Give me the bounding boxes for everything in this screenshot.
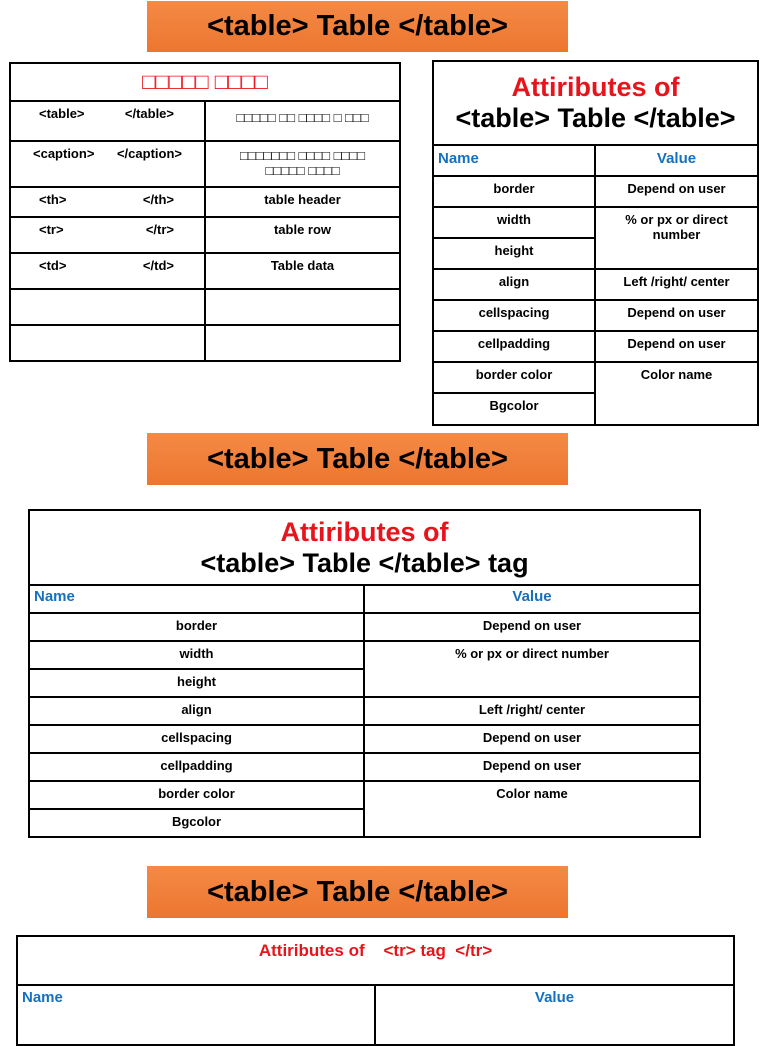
attr-value: Depend on user	[595, 300, 758, 331]
attr-name: cellspacing	[29, 725, 364, 753]
banner-top: <table> Table </table>	[147, 1, 568, 52]
tr-attributes-table	[16, 935, 735, 1046]
name-column-header: Name	[17, 985, 375, 1045]
attr-name: cellspacing	[433, 300, 595, 331]
tag-cell: <tr> </tr>	[10, 217, 205, 253]
attributes-title: Attiributes of <table> Table </table> tag	[29, 510, 700, 585]
attr-name: height	[433, 238, 595, 269]
attr-value: Depend on user	[364, 725, 700, 753]
attr-value: Depend on user	[595, 176, 758, 207]
attr-value: Depend on user	[595, 331, 758, 362]
attr-value: Color name	[364, 781, 700, 837]
attr-name: align	[433, 269, 595, 300]
attributes-title: Attiributes of <table> Table </table>	[433, 61, 758, 145]
attr-name: border color	[433, 362, 595, 393]
attr-name: Bgcolor	[29, 809, 364, 837]
empty-cell	[10, 325, 205, 361]
empty-cell	[10, 289, 205, 325]
tag-cell: <caption> </caption>	[10, 141, 205, 187]
tags-table	[9, 62, 401, 362]
attr-name: cellpadding	[433, 331, 595, 362]
attr-value: Depend on user	[364, 613, 700, 641]
tag-desc: Table data	[205, 253, 400, 289]
tag-desc: table row	[205, 217, 400, 253]
value-column-header: Value	[595, 145, 758, 176]
tags-table-title: □□□□□ □□□□	[10, 63, 400, 101]
attr-value: % or px or direct number	[595, 207, 758, 269]
attr-name: Bgcolor	[433, 393, 595, 425]
name-column-header: Name	[433, 145, 595, 176]
banner-middle: <table> Table </table>	[147, 433, 568, 485]
attributes-table-center	[28, 509, 701, 838]
tag-cell: <td> </td>	[10, 253, 205, 289]
tag-cell: <th> </th>	[10, 187, 205, 217]
tag-desc: □□□□□□□ □□□□ □□□□ □□□□□ □□□□	[205, 141, 400, 187]
empty-cell	[205, 289, 400, 325]
attr-name: height	[29, 669, 364, 697]
attr-name: border	[29, 613, 364, 641]
attr-name: width	[433, 207, 595, 238]
attr-value: Depend on user	[364, 753, 700, 781]
banner-bottom: <table> Table </table>	[147, 866, 568, 918]
attr-name: border	[433, 176, 595, 207]
tr-attributes-title: Attiributes of <tr> tag </tr>	[17, 936, 734, 985]
attr-value: Left /right/ center	[364, 697, 700, 725]
attr-name: cellpadding	[29, 753, 364, 781]
attributes-table-right	[432, 60, 759, 426]
tag-desc: □□□□□ □□ □□□□ □ □□□	[205, 101, 400, 141]
attr-value: Left /right/ center	[595, 269, 758, 300]
name-column-header: Name	[29, 585, 364, 613]
attr-name: width	[29, 641, 364, 669]
attr-value: Color name	[595, 362, 758, 425]
empty-cell	[205, 325, 400, 361]
attr-name: border color	[29, 781, 364, 809]
tag-cell: <table> </table>	[10, 101, 205, 141]
tag-desc: table header	[205, 187, 400, 217]
attr-name: align	[29, 697, 364, 725]
value-column-header: Value	[364, 585, 700, 613]
attr-value: % or px or direct number	[364, 641, 700, 697]
value-column-header: Value	[375, 985, 734, 1045]
